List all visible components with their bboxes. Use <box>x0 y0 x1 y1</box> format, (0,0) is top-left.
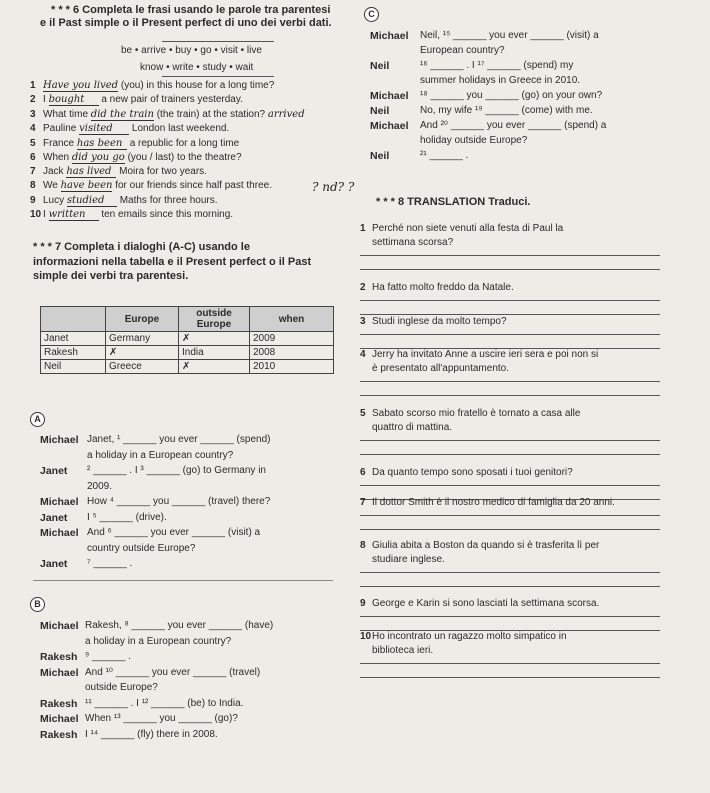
item-text-pre: I <box>43 209 46 220</box>
handwritten-correction: arrived <box>267 109 305 120</box>
item-text-pre: We <box>43 180 58 191</box>
item-text-post: London last weekend. <box>131 123 230 134</box>
table-cell: Germany <box>106 332 179 346</box>
sentence: Ho incontrato un ragazzo molto simpatico in <box>372 631 567 642</box>
sentence: Jerry ha invitato Anne a uscire ieri sera e poi non si <box>372 349 599 360</box>
sentence: Studi inglese da molto tempo? <box>372 316 507 327</box>
answer-line[interactable] <box>360 515 660 516</box>
speaker-name: Neil <box>370 60 390 72</box>
speaker-name: Neil <box>370 150 390 162</box>
dialogue-line[interactable]: How ⁴ ______ you ______ (travel) there? <box>87 496 271 507</box>
item-text-pre: I <box>43 94 46 105</box>
sentence: Da quanto tempo sono sposati i tuoi genitori? <box>372 467 573 478</box>
dialogue-line[interactable]: holiday outside Europe? <box>420 135 528 146</box>
table-cell: Rakesh <box>41 346 106 360</box>
table-header <box>41 307 106 332</box>
ex6-item <box>30 166 207 178</box>
answer-line[interactable] <box>360 616 660 617</box>
item-text-pre: What time <box>43 109 89 120</box>
answer-line[interactable] <box>360 485 660 486</box>
speaker-name: Rakesh <box>40 651 78 663</box>
speaker-name: Michael <box>370 120 409 132</box>
dialogue-line[interactable]: And ²⁰ ______ you ever ______ (spend) a <box>420 120 607 131</box>
answer-line[interactable] <box>360 314 660 315</box>
item-number: 7 <box>30 166 36 177</box>
item-text-pre: Lucy <box>43 195 65 206</box>
ex6-item <box>30 123 229 135</box>
item-number: 2 <box>360 282 366 293</box>
table-row <box>41 346 334 360</box>
answer-field[interactable]: visited <box>79 123 129 135</box>
item-text-post: ten emails since this morning. <box>101 209 234 220</box>
ex7-title-line2: informazioni nella tabella e il Present perfect o il Past <box>33 256 312 268</box>
info-table <box>40 306 334 374</box>
answer-field[interactable]: bought <box>49 94 99 106</box>
dialogue-line[interactable]: ¹⁸ ______ you ______ (go) on your own? <box>420 90 603 101</box>
table-cell: Janet <box>41 332 106 346</box>
answer-field[interactable]: have been <box>60 180 113 191</box>
speaker-name: Michael <box>40 620 79 632</box>
item-text-pre: Pauline <box>43 123 77 134</box>
item-text-post: for our friends since half past three. <box>115 180 272 191</box>
speaker-name: Michael <box>40 434 79 446</box>
ex7-title-line3: simple dei verbi tra parentesi. <box>33 270 189 282</box>
answer-line[interactable] <box>360 454 660 455</box>
item-number: 9 <box>30 195 36 206</box>
item-number: 1 <box>30 80 36 91</box>
answer-line[interactable] <box>360 529 660 530</box>
answer-line[interactable] <box>360 586 660 587</box>
table-cell: Greece <box>106 360 179 374</box>
sentence: Il dottor Smith è il nostro medico di famiglia da 20 anni. <box>372 497 615 508</box>
item-number: 7 <box>360 497 366 508</box>
answer-field[interactable]: Have you lived <box>43 80 119 91</box>
speaker-name: Michael <box>370 90 409 102</box>
table-cell: 2010 <box>250 360 334 374</box>
sentence: studiare inglese. <box>372 554 445 565</box>
dialogue-line[interactable]: Neil, ¹⁵ ______ you ever ______ (visit) a <box>420 30 599 41</box>
dialogue-line[interactable]: ² ______ . I ³ ______ (go) to Germany in <box>87 465 266 476</box>
item-text-post: (the train) at the station? <box>156 109 266 120</box>
speaker-name: Michael <box>40 496 79 508</box>
dialogue-line[interactable]: European country? <box>420 45 505 56</box>
item-number: 8 <box>360 540 366 551</box>
item-number: 10 <box>360 631 372 642</box>
table-cell: ✗ <box>179 332 250 346</box>
speaker-name: Neil <box>370 105 390 117</box>
item-number: 9 <box>360 598 366 609</box>
sentence: Ha fatto molto freddo da Natale. <box>372 282 514 293</box>
answer-line[interactable] <box>360 269 660 270</box>
item-number: 8 <box>30 180 36 191</box>
dialogue-c-badge: C <box>364 7 379 22</box>
answer-field[interactable]: did you go <box>71 152 125 163</box>
answer-line[interactable] <box>360 572 660 573</box>
item-text-pre: France <box>43 138 75 149</box>
ex6-item <box>30 94 243 106</box>
dialogue-line[interactable]: a holiday in a European country? <box>87 449 234 461</box>
divider <box>162 76 274 77</box>
dialogue-line[interactable]: And ¹⁰ ______ you ever ______ (travel) <box>85 666 261 678</box>
divider <box>33 580 333 581</box>
item-number: 6 <box>360 467 366 478</box>
speaker-name: Janet <box>40 558 68 570</box>
dialogue-line[interactable]: ⁹ ______ . <box>85 651 131 662</box>
item-text-post: Moira for two years. <box>119 166 207 177</box>
answer-field[interactable]: did the train <box>90 109 154 120</box>
answer-field[interactable]: has been <box>77 138 127 150</box>
item-text-post: (you) in this house for a long time? <box>120 80 275 91</box>
speaker-name: Janet <box>40 465 68 477</box>
answer-line[interactable] <box>360 381 660 382</box>
dialogue-line[interactable]: I ¹⁴ ______ (fly) there in 2008. <box>85 728 218 740</box>
ex6-item <box>30 138 239 150</box>
item-text-post: Maths for three hours. <box>119 195 218 206</box>
item-text-post: a new pair of trainers yesterday. <box>101 94 243 105</box>
table-cell: India <box>179 346 250 360</box>
sentence: Giulia abita a Boston da quando si è trasferita lì per <box>372 540 600 551</box>
dialogue-line[interactable]: a holiday in a European country? <box>85 635 232 647</box>
ex6-item <box>30 195 218 207</box>
item-text-post: (you / last) to the theatre? <box>127 152 242 163</box>
ex6-item <box>30 80 274 92</box>
dialogue-line[interactable]: I ⁵ ______ (drive). <box>87 511 167 523</box>
answer-line[interactable] <box>360 334 660 335</box>
ex6-item <box>30 109 305 121</box>
item-number: 3 <box>360 316 366 327</box>
ex6-item <box>30 180 272 192</box>
dialogue-line[interactable]: country outside Europe? <box>87 542 196 554</box>
table-cell: Neil <box>41 360 106 374</box>
table-header: outside Europe <box>179 307 250 332</box>
answer-line[interactable] <box>360 663 660 664</box>
ex6-title-line1: * * * 6 Completa le frasi usando le parole tra parentesi <box>51 4 331 16</box>
dialogue-line[interactable]: ²¹ ______ . <box>420 150 469 161</box>
table-cell: 2008 <box>250 346 334 360</box>
speaker-name: Michael <box>370 30 409 42</box>
table-row <box>41 360 334 374</box>
dialogue-line[interactable]: And ⁶ ______ you ever ______ (visit) a <box>87 527 261 538</box>
table-header: when <box>250 307 334 332</box>
table-cell: 2009 <box>250 332 334 346</box>
speaker-name: Michael <box>40 713 79 725</box>
speaker-name: Michael <box>40 527 79 539</box>
dialogue-line[interactable]: Rakesh, ⁸ ______ you ever ______ (have) <box>85 620 274 631</box>
dialogue-line[interactable]: When ¹³ ______ you ______ (go)? <box>85 713 238 724</box>
speaker-name: Michael <box>40 666 79 679</box>
dialogue-line[interactable]: 2009. <box>87 480 113 492</box>
sentence: quattro di mattina. <box>372 422 453 433</box>
ex7-title-line1: * * * 7 Completa i dialoghi (A-C) usando le <box>33 241 250 253</box>
dialogue-line[interactable]: ¹¹ ______ . I ¹² ______ (be) to India. <box>85 697 244 709</box>
dialogue-line[interactable]: Janet, ¹ ______ you ever ______ (spend) <box>87 434 271 445</box>
word-box-line2: know • write • study • wait <box>140 62 254 73</box>
item-number: 1 <box>360 223 366 234</box>
handwritten-note: ? nd? ? <box>312 180 355 194</box>
dialogue-line[interactable]: No, my wife ¹⁹ ______ (come) with me. <box>420 105 593 116</box>
speaker-name: Rakesh <box>40 728 78 741</box>
sentence: Perché non siete venuti alla festa di Paul la <box>372 223 564 234</box>
item-number: 5 <box>30 138 36 149</box>
item-number: 3 <box>30 109 36 120</box>
word-box-line1: be • arrive • buy • go • visit • live <box>121 45 262 56</box>
sentence: Sabato scorso mio fratello è tornato a casa alle <box>372 408 581 419</box>
sentence: biblioteca ieri. <box>372 645 434 656</box>
table-cell: ✗ <box>179 360 250 374</box>
answer-line[interactable] <box>360 395 660 396</box>
item-number: 4 <box>360 349 366 360</box>
item-text-pre: When <box>43 152 70 163</box>
answer-field[interactable]: written <box>49 209 99 221</box>
ex6-item <box>30 209 233 221</box>
sentence: è presentato all'appuntamento. <box>372 363 510 374</box>
dialogue-line[interactable]: ¹⁶ ______ . I ¹⁷ ______ (spend) my <box>420 60 574 71</box>
divider <box>162 41 274 42</box>
item-text-pre: Jack <box>43 166 64 177</box>
dialogue-a-badge: A <box>30 412 45 427</box>
item-number: 4 <box>30 123 36 134</box>
answer-line[interactable] <box>360 677 660 678</box>
dialogue-line[interactable]: outside Europe? <box>85 682 158 693</box>
speaker-name: Rakesh <box>40 697 78 710</box>
answer-line[interactable] <box>360 255 660 256</box>
item-number: 6 <box>30 152 36 163</box>
table-row <box>41 332 334 346</box>
speaker-name: Janet <box>40 511 68 524</box>
ex8-title: * * * 8 TRANSLATION Traduci. <box>376 196 531 208</box>
answer-line[interactable] <box>360 440 660 441</box>
item-number: 5 <box>360 408 366 419</box>
item-text-post: a republic for a long time <box>129 138 240 149</box>
answer-field[interactable]: studied <box>67 195 117 207</box>
item-number: 10 <box>30 209 42 220</box>
dialogue-line[interactable]: summer holidays in Greece in 2010. <box>420 75 581 86</box>
ex6-item <box>30 152 242 164</box>
answer-line[interactable] <box>360 300 660 301</box>
answer-field[interactable]: has lived <box>66 166 116 178</box>
table-cell: ✗ <box>106 346 179 360</box>
dialogue-b-badge: B <box>30 597 45 612</box>
dialogue-line[interactable]: ⁷ ______ . <box>87 558 133 569</box>
sentence: George e Karin si sono lasciati la settimana scorsa. <box>372 598 600 609</box>
ex6-title-line2: e il Past simple o il Present perfect di uno dei verbi dati. <box>40 17 332 29</box>
sentence: settimana scorsa? <box>372 237 454 248</box>
table-header: Europe <box>106 307 179 332</box>
item-number: 2 <box>30 94 36 105</box>
